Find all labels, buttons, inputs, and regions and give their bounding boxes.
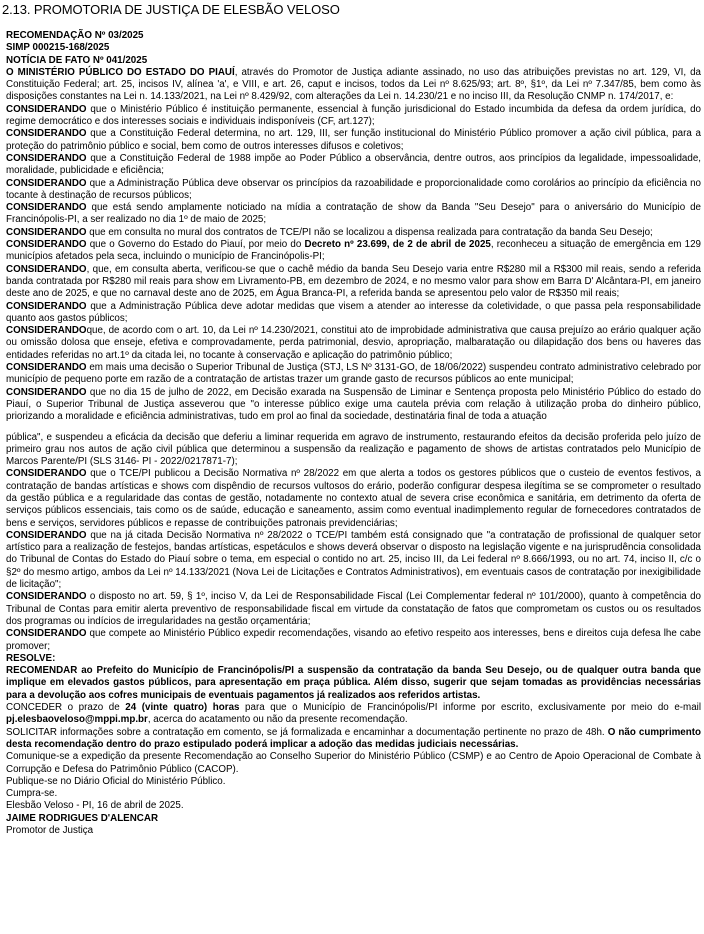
considerando-text: o disposto no art. 59, § 1º, inciso V, da Lei de Responsabilidade Fiscal (Lei Complementar federal nº 101/2000), quanto à competência do Tribunal de Contas para emitir alerta preventivo de responsabilidade fiscal em virtude da constatação de fatos que comprometam os custos ou os resultados dos programas ou indícios de irregularidades na gestão orçamentária; bbox=[6, 591, 701, 627]
conceder-text: , acerca do acatamento ou não da presente recomendação. bbox=[147, 714, 408, 726]
considerando-paragraph bbox=[6, 301, 701, 326]
considerando-lead: CONSIDERANDO bbox=[6, 177, 87, 189]
solicitar-warning: O não cumprimento desta recomendação dentro do prazo estipulado poderá implicar a adoção das medidas judiciais necessárias. bbox=[6, 726, 701, 750]
considerandos-group-b bbox=[6, 264, 701, 424]
solicitar-text: SOLICITAR informações sobre a contratação em comento, se já formalizada e encaminhar a documentação pertinente no prazo de 48h. bbox=[6, 726, 608, 738]
signatory-name: JAIME RODRIGUES D'ALENCAR bbox=[6, 812, 159, 824]
considerando-lead: CONSIDERANDO bbox=[6, 239, 87, 251]
continuation-paragraph: pública", e suspendeu a eficácia da decisão que deferiu a liminar requerida em agravo de instrumento, restaurando efeitos da decisão proferida pelo juízo de primeiro grau nos autos de ação civil pública que determinou a suspensão da realização e pagamento de shows de artistas contratados pelo Município de Marcos Parente/PI (SLS 3146- PI - 2022/0217871-7); bbox=[6, 431, 701, 468]
considerando-text: em mais uma decisão o Superior Tribunal de Justiça (STJ, LS Nº 3131-GO, de 18/06/2022) suspendeu contrato administrativo celebrado por município de pequeno porte em razão de a contratação de artistas trazer um grande gasto de recursos públicos ao ente municipal; bbox=[6, 362, 701, 386]
resolve-label: RESOLVE: bbox=[6, 652, 56, 664]
considerando-text: , reconheceu a situação de emergência em 129 municípios afetados pela seca, incluindo o município de Francinópolis-PI; bbox=[6, 239, 701, 263]
considerando-paragraph bbox=[6, 178, 701, 203]
considerando-paragraph bbox=[6, 153, 701, 178]
considerando-text: que está sendo amplamente noticiado na mídia a contratação de show da Banda "Seu Desejo" para o aniversário do Município de Francinópolis-PI, a ser realizado no dia 1º de maio de 2025; bbox=[6, 202, 701, 226]
considerando-paragraph bbox=[6, 530, 701, 591]
considerando-lead: CONSIDERANDO bbox=[6, 386, 87, 398]
considerando-lead: CONSIDERANDO bbox=[6, 468, 87, 480]
considerandos-group-c bbox=[6, 468, 701, 652]
considerando-lead: CONSIDERANDO bbox=[6, 300, 87, 312]
considerando-lead: CONSIDERANDO bbox=[6, 263, 87, 275]
column-break bbox=[6, 424, 701, 432]
considerando-text: que a Administração Pública deve observar os princípios da razoabilidade e proporcionalidade como corolários ao princípio da eficiência no tocante à destinação de recursos públicos; bbox=[6, 177, 701, 201]
considerando-text: , que, em consulta aberta, verificou-se que o cachê médio da banda Seu Desejo varia entre R$280 mil a R$300 mil reais, sendo a referida banda contratada por R$280 mil reais para show em Livramento-PB, em dezembro de 2024, e no mesmo valor para show em Barra D' Alcântara-PI, em janeiro deste ano de 2025, e que no carnaval deste ano de 2025, em Água Branca-PI, a referida banda se apresentou pelo valor de R$350 mil reais; bbox=[6, 263, 701, 300]
considerando-lead: CONSIDERANDO bbox=[6, 628, 87, 640]
noticia-de-fato-number: NOTÍCIA DE FATO Nº 041/2025 bbox=[6, 54, 148, 66]
considerando-lead: CONSIDERANDO bbox=[6, 226, 87, 238]
considerando-lead: CONSIDERANDO bbox=[6, 202, 87, 214]
considerando-lead: CONSIDERANDO bbox=[6, 152, 87, 164]
considerando-paragraph bbox=[6, 264, 701, 301]
deadline-hours: 24 (vinte quatro) horas bbox=[125, 702, 240, 714]
conceder-text: CONCEDER o prazo de bbox=[6, 702, 126, 714]
solicitar-paragraph bbox=[6, 727, 701, 752]
publique-line: Publique-se no Diário Oficial do Ministério Público. bbox=[6, 775, 226, 787]
considerando-text: que na já citada Decisão Normativa nº 28/2022 o TCE/PI também está consignado que "a contratação de profissional de qualquer setor artístico para a realização de festejos, bandas artísticas, espetáculos e shows deverá observar o disposto na legislação vigente e na jurisprudência consolidada do Tribunal de Contas do Estado do Piauí sobre o tema, em especial o contido no art. 25, inciso III, da Lei federal nº 8.666/1993, ou no art. 74, inciso II, c/c o §2º do mesmo artigo, ambos da Lei nº 14.133/2021 (Nova Lei de Licitações e Contratos Administrativos), em eventuais casos de contratação por inexigibilidade de licitação"; bbox=[6, 529, 701, 591]
considerando-text: que o Governo do Estado do Piauí, por meio do bbox=[86, 239, 305, 251]
considerando-lead: CONSIDERANDO bbox=[6, 362, 87, 374]
considerando-paragraph bbox=[6, 227, 701, 239]
conceder-text: para que o Município de Francinópolis/PI informe por escrito, exclusivamente por meio do e-mail bbox=[239, 702, 702, 714]
considerando-paragraph bbox=[6, 387, 701, 424]
conceder-paragraph bbox=[6, 702, 701, 727]
considerando-paragraph bbox=[6, 362, 701, 387]
considerando-paragraph bbox=[6, 104, 701, 129]
signatory-role: Promotor de Justiça bbox=[6, 825, 94, 836]
considerando-lead: CONSIDERANDO bbox=[6, 325, 87, 337]
considerando-text: que compete ao Ministério Público expedir recomendações, visando ao efetivo respeito aos interesses, bens e direitos cuja defesa lhe cabe promover; bbox=[6, 628, 701, 652]
simp-number: SIMP 000215-168/2025 bbox=[6, 42, 110, 54]
comunique-paragraph: Comunique-se a expedição da presente Recomendação ao Conselho Superior do Ministério Público (CSMP) e ao Centro de Apoio Operacional de Combate à Corrupção e Defesa do Patrimônio Público (CACOP). bbox=[6, 751, 701, 775]
considerando-text: que em consulta no mural dos contratos de TCE/PI não se localizou a dispensa realizada para contratação da banda Seu Desejo; bbox=[86, 226, 653, 238]
intro-text: , através do Promotor de Justiça adiante assinado, no uso das atribuições previstas no art. 129, VI, da Constituição Federal; art. 25, incisos IV, alínea 'a', e VIII, e art. 26, caput e incisos, todos da Lei nº 8.625/93; art. 8º, §1º, da Lei nº 7.347/85, bem como às disposições constantes na Lei n. 14.133/2021, na Lei nº 8.429/92, com alterações da Lei n. 14.230/21 e no inciso III, da Resolução CNMP n. 174/2017, e: bbox=[6, 66, 701, 103]
decreto-reference: Decreto nº 23.699, de 2 de abril de 2025 bbox=[304, 239, 491, 251]
recommendation-document bbox=[0, 30, 704, 837]
considerando-paragraph bbox=[6, 325, 701, 362]
considerando-lead: CONSIDERANDO bbox=[6, 591, 87, 603]
place-date-line: Elesbão Veloso - PI, 16 de abril de 2025. bbox=[6, 800, 184, 812]
considerando-text: que a Constituição Federal determina, no art. 129, III, ser função institucional do Ministério Público promover a ação civil pública, para a proteção do patrimônio público e social, bem como de outros interesses difusos e coletivos; bbox=[6, 128, 701, 152]
considerando-decreto bbox=[6, 239, 701, 264]
considerando-text: que a Administração Pública deve adotar medidas que visem a atender ao interesse da coletividade, o que passa pela responsabilidade quanto aos gastos públicos; bbox=[6, 300, 701, 324]
considerando-paragraph bbox=[6, 591, 701, 628]
considerando-paragraph bbox=[6, 468, 701, 529]
contact-email: pj.elesbaoveloso@mppi.mp.br bbox=[6, 714, 148, 726]
considerando-lead: CONSIDERANDO bbox=[6, 128, 87, 140]
section-heading: 2.13. PROMOTORIA DE JUSTIÇA DE ELESBÃO VELOSO bbox=[2, 2, 340, 17]
intro-paragraph bbox=[6, 67, 701, 104]
considerando-text: que o TCE/PI publicou a Decisão Normativa nº 28/2022 em que alerta a todos os gestores públicos que o custeio de eventos festivos, a contratação de bandas artísticas e shows com dispêndio de recursos vultosos do erário, poderão configurar despesa ilegítima se se comprometer o resultado da gestão pública e a regularidade das contas de gestão, notadamente no contexto atual de severa crise econômica e sanitária, em detrimento da oferta de serviços públicos essenciais, tais como os de saúde, educação e saneamento, assim como eventual inadimplemento regular de fornecedores contratados de bens e serviços, servidores públicos e repasse de contribuições patronais previdenciárias; bbox=[6, 468, 701, 529]
recommendation-number: RECOMENDAÇÃO Nº 03/2025 bbox=[6, 30, 144, 41]
considerando-text: que a Constituição Federal de 1988 impõe ao Poder Público a observância, dentre outros, aos princípios da legalidade, impessoalidade, moralidade, publicidade e eficiência; bbox=[6, 152, 701, 177]
recomendar-paragraph: RECOMENDAR ao Prefeito do Município de Francinópolis/PI a suspensão da contratação da banda Seu Desejo, ou de qualquer outra banda que implique em elevados gastos públicos, para apresentação em praça pública. Além disso, sugerir que sejam tomadas as providências necessárias para a devolução aos cofres municipais de eventuais pagamentos já realizados aos referidos artistas. bbox=[6, 665, 701, 701]
intro-lead: O MINISTÉRIO PÚBLICO DO ESTADO DO PIAUÍ bbox=[6, 66, 235, 78]
considerando-lead: CONSIDERANDO bbox=[6, 529, 87, 541]
considerando-lead: CONSIDERANDO bbox=[6, 103, 87, 115]
considerando-paragraph bbox=[6, 202, 701, 227]
considerandos-group-a bbox=[6, 104, 701, 239]
cumpra-line: Cumpra-se. bbox=[6, 788, 58, 800]
considerando-paragraph bbox=[6, 128, 701, 153]
considerando-text: que, de acordo com o art. 10, da Lei nº 14.230/2021, constitui ato de improbidade administrativa que causa prejuízo ao erário qualquer ação ou omissão dolosa que enseje, efetiva e comprovadamente, perda patrimonial, desvio, apropriação, malbaratação ou dilapidação dos bens ou haveres das entidades referidas no art.1º da citada lei, no tocante à conservação e aplicação do patrimônio público; bbox=[6, 325, 701, 361]
considerando-paragraph bbox=[6, 628, 701, 653]
considerando-text: que no dia 15 de julho de 2022, em Decisão exarada na Suspensão de Liminar e Sentença proposta pelo Ministério Público do estado do Piauí, o Superior Tribunal de Justiça asseverou que "o interesse público exige uma cautela prévia com relação à utilização proba do dinheiro público, priorizando a moralidade e eficiência administrativas, tudo em prol ao final da sociedade, destinatária final de toda a atuação bbox=[6, 386, 701, 423]
considerando-text: que o Ministério Público é instituição permanente, essencial à função jurisdicional do Estado incumbida da defesa da ordem jurídica, do regime democrático e dos interesses sociais e individuais indisponíveis (CF, art.127); bbox=[6, 103, 701, 128]
